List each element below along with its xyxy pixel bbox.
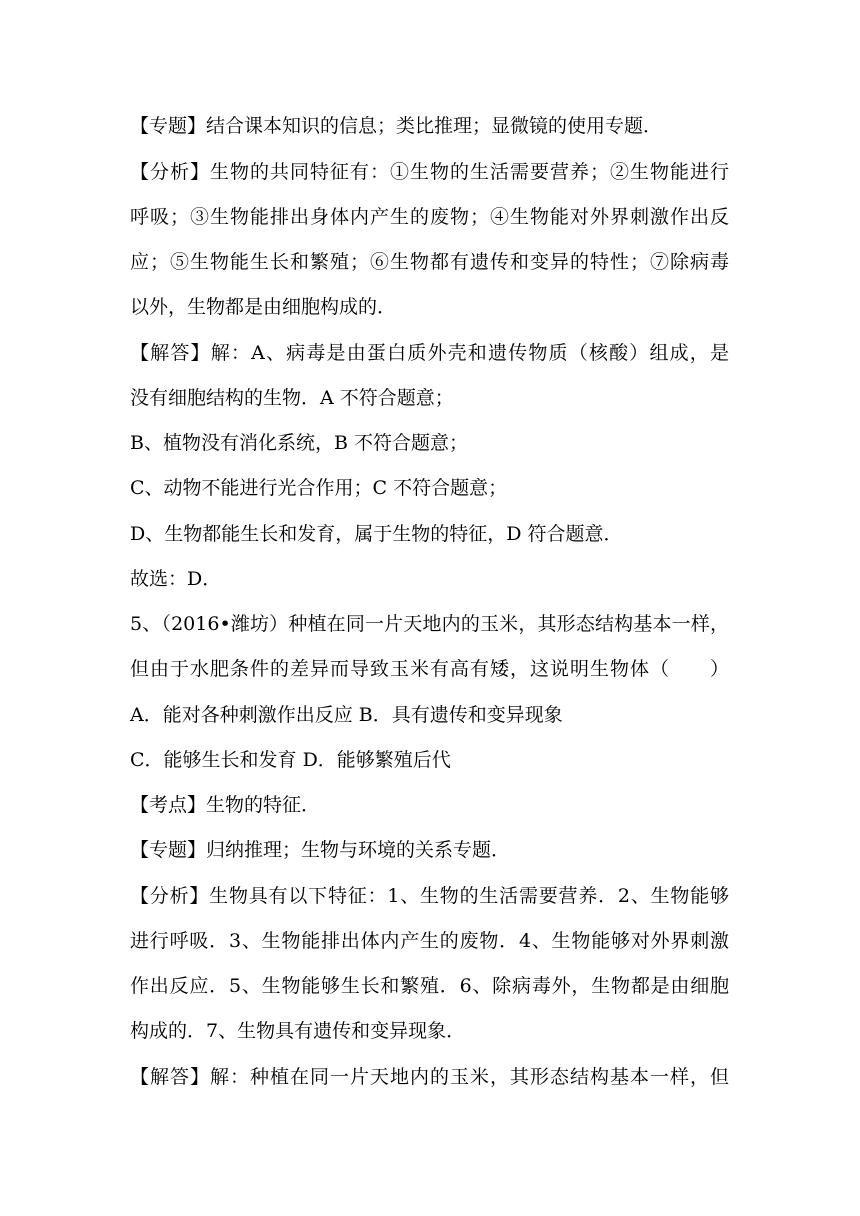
key-point-line: 【考点】生物的特征． — [130, 794, 321, 816]
answer-line: 没有细胞结构的生物．A 不符合题意； — [130, 387, 454, 409]
analysis-line: 应；⑤生物能生长和繁殖；⑥生物都有遗传和变异的特性；⑦除病毒 — [130, 251, 729, 273]
answer-line: 【解答】解：种植在同一片天地内的玉米，其形态结构基本一样，但 — [130, 1066, 729, 1088]
analysis-line: 【分析】生物的共同特征有：①生物的生活需要营养；②生物能进行 — [130, 161, 729, 183]
answer-option-line: D、生物都能生长和发育，属于生物的特征，D 符合题意． — [130, 523, 623, 545]
topic-line: 【专题】结合课本知识的信息；类比推理；显微镜的使用专题． — [130, 115, 663, 137]
analysis-line: 以外，生物都是由细胞构成的． — [130, 296, 397, 318]
question-options-line: A．能对各种刺激作出反应 B．具有遗传和变异现象 — [130, 704, 563, 726]
choice-line: 故选：D． — [130, 568, 222, 590]
question-options-line: C．能够生长和发育 D．能够繁殖后代 — [130, 749, 451, 771]
analysis-line: 【分析】生物具有以下特征：1、生物的生活需要营养．2、生物能够 — [130, 885, 729, 907]
topic-line: 【专题】归纳推理；生物与环境的关系专题． — [130, 839, 511, 861]
answer-line: 【解答】解：A、病毒是由蛋白质外壳和遗传物质（核酸）组成，是 — [130, 342, 729, 364]
analysis-line: 进行呼吸．3、生物能排出体内产生的废物．4、生物能够对外界刺激 — [130, 930, 729, 952]
answer-option-line: B、植物没有消化系统，B 不符合题意； — [130, 432, 468, 454]
analysis-line: 呼吸；③生物能排出身体内产生的废物；④生物能对外界刺激作出反 — [130, 206, 729, 228]
answer-option-line: C、动物不能进行光合作用；C 不符合题意； — [130, 477, 508, 499]
question-line: 5、（2016•潍坊）种植在同一片天地内的玉米，其形态结构基本一样， — [130, 613, 729, 635]
analysis-line: 作出反应．5、生物能够生长和繁殖．6、除病毒外，生物都是由细胞 — [130, 975, 729, 997]
question-line: 但由于水肥条件的差异而导致玉米有高有矮，这说明生物体（ ） — [130, 658, 729, 680]
analysis-line: 构成的．7、生物具有遗传和变异现象． — [130, 1020, 466, 1042]
